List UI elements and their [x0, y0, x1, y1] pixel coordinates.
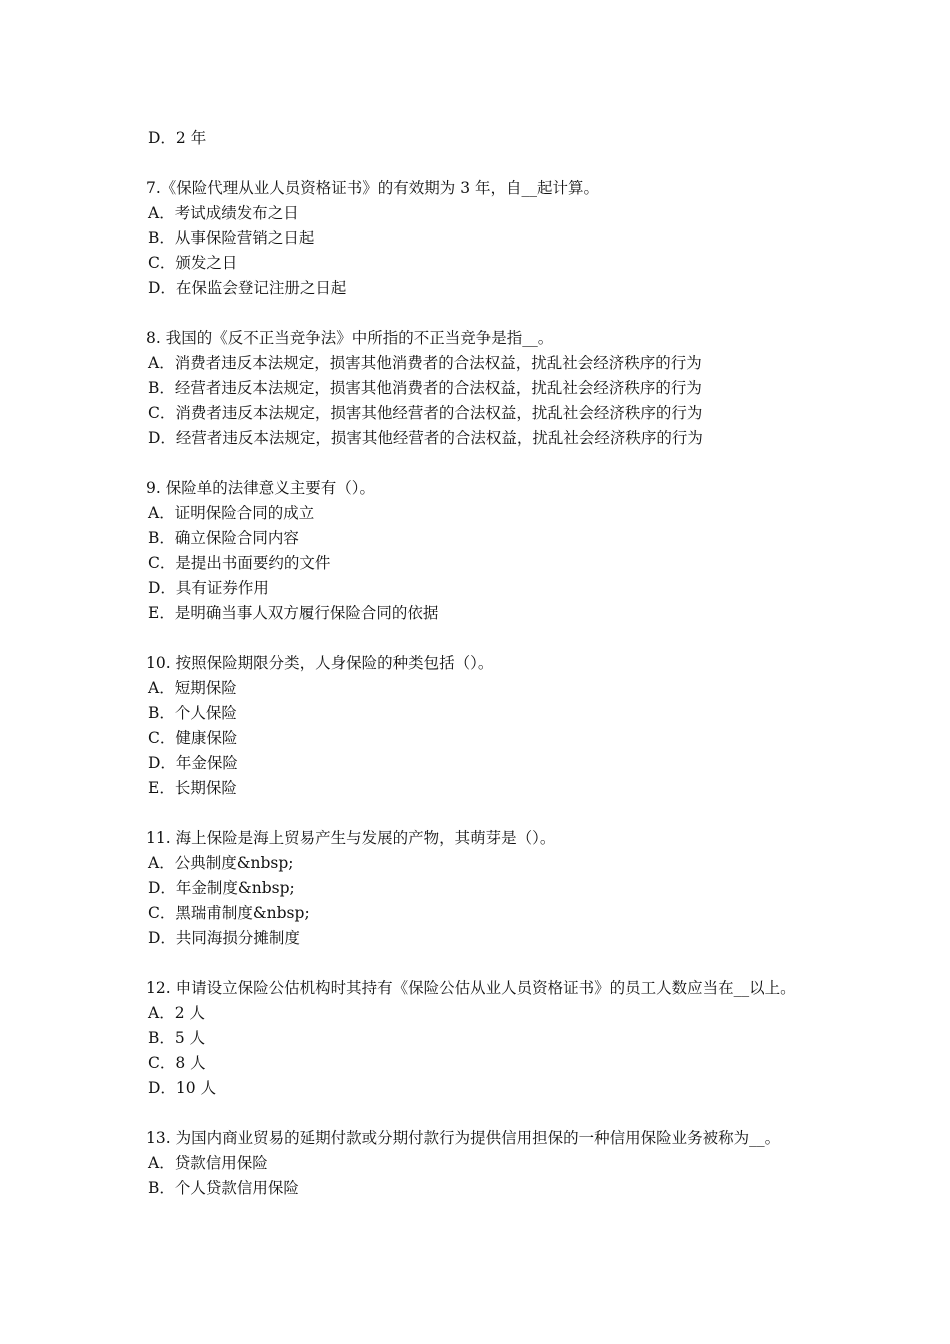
option-d: D．年金保险	[148, 754, 238, 772]
option-b: B．个人贷款信用保险	[148, 1179, 299, 1197]
option-c: C．是提出书面要约的文件	[148, 554, 331, 572]
leading-option: D．2 年	[148, 129, 207, 147]
question-title: 11. 海上保险是海上贸易产生与发展的产物，其萌芽是（）。	[146, 829, 556, 847]
option-a: A．证明保险合同的成立	[148, 504, 315, 522]
question-title: 9. 保险单的法律意义主要有（）。	[146, 479, 375, 497]
question-title: 7.《保险代理从业人员资格证书》的有效期为 3 年，自__起计算。	[146, 179, 600, 197]
option-b: B．5 人	[148, 1029, 206, 1047]
option-d: D．在保监会登记注册之日起	[148, 279, 347, 297]
question-title: 12. 申请设立保险公估机构时其持有《保险公估从业人员资格证书》的员工人数应当在__以上。	[146, 979, 796, 997]
option-c: C．消费者违反本法规定，损害其他经营者的合法权益，扰乱社会经济秩序的行为	[148, 404, 703, 422]
option-c: C．8 人	[148, 1054, 206, 1072]
question-12	[146, 976, 826, 1101]
question-7	[146, 176, 826, 301]
option-a: A．贷款信用保险	[148, 1154, 268, 1172]
option-b: B．确立保险合同内容	[148, 529, 299, 547]
question-8	[146, 326, 826, 451]
option-a: A．公典制度&nbsp;	[148, 854, 294, 872]
option-b: B．从事保险营销之日起	[148, 229, 315, 247]
option-a: A．考试成绩发布之日	[148, 204, 299, 222]
option-a: A．消费者违反本法规定，损害其他消费者的合法权益，扰乱社会经济秩序的行为	[148, 354, 702, 372]
question-title: 8. 我国的《反不正当竞争法》中所指的不正当竞争是指__。	[146, 329, 554, 347]
option-d: D．10 人	[148, 1079, 217, 1097]
question-10	[146, 651, 826, 801]
option-d: D．年金制度&nbsp;	[148, 879, 295, 897]
option-c: C．健康保险	[148, 729, 238, 747]
question-11	[146, 826, 826, 951]
option-d: D．经营者违反本法规定，损害其他经营者的合法权益，扰乱社会经济秩序的行为	[148, 429, 703, 447]
option-d: D．共同海损分摊制度	[148, 929, 300, 947]
question-title: 10. 按照保险期限分类，人身保险的种类包括（）。	[146, 654, 494, 672]
question-title: 13. 为国内商业贸易的延期付款或分期付款行为提供信用担保的一种信用保险业务被称为__。	[146, 1129, 781, 1147]
question-9	[146, 476, 826, 626]
option-d: D．具有证券作用	[148, 579, 269, 597]
option-c: C．颁发之日	[148, 254, 238, 272]
option-e: E．长期保险	[148, 779, 237, 797]
option-a: A．2 人	[148, 1004, 205, 1022]
option-a: A．短期保险	[148, 679, 237, 697]
option-c: C．黑瑞甫制度&nbsp;	[148, 904, 310, 922]
option-b: B．经营者违反本法规定，损害其他消费者的合法权益，扰乱社会经济秩序的行为	[148, 379, 702, 397]
question-13	[146, 1126, 826, 1201]
document-content	[146, 126, 826, 1201]
option-e: E．是明确当事人双方履行保险合同的依据	[148, 604, 439, 622]
option-b: B．个人保险	[148, 704, 237, 722]
